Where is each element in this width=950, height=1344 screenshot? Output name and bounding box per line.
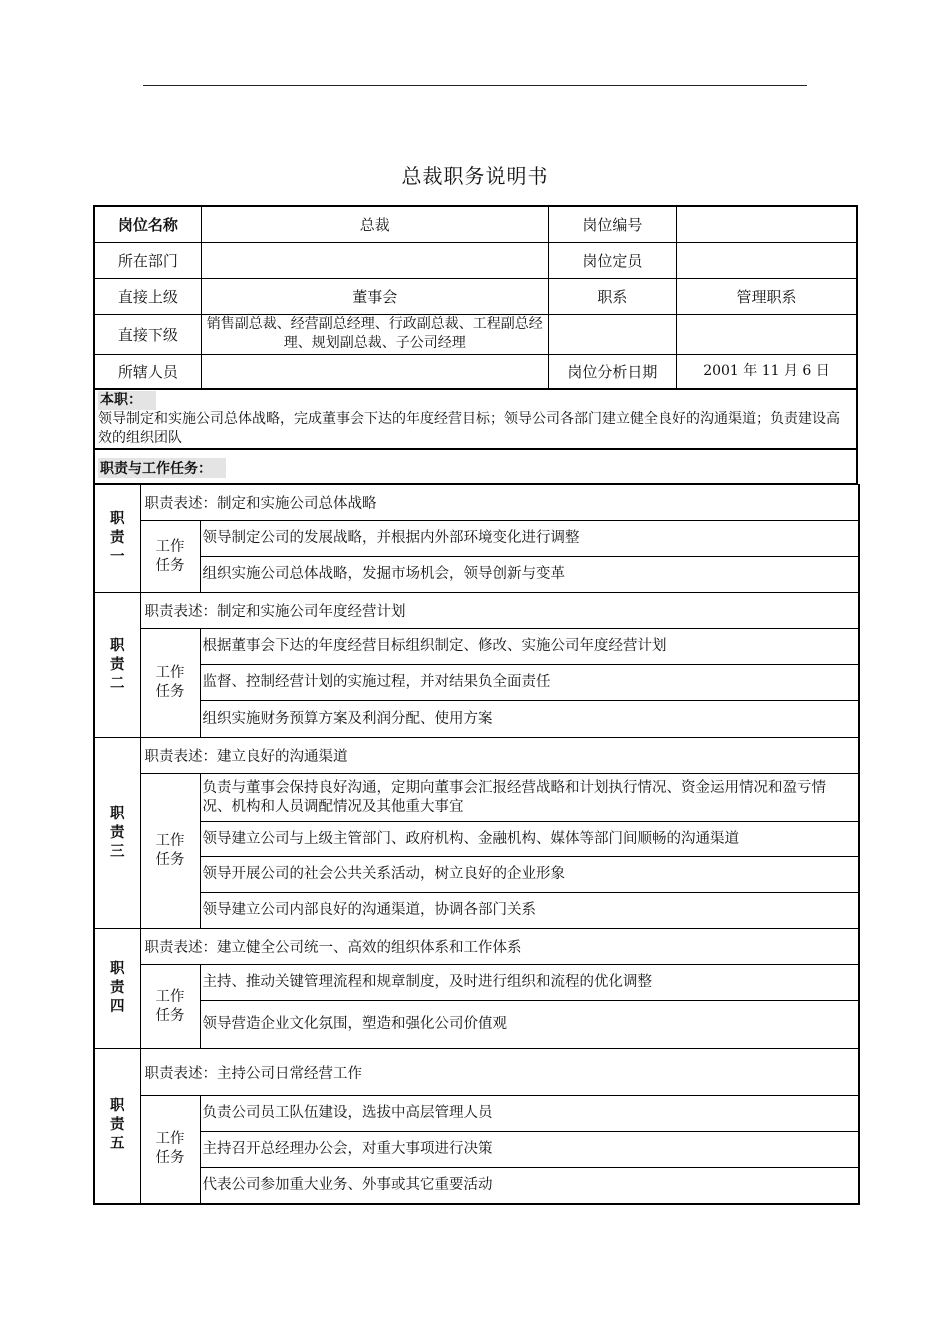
- task-label-line: 任务: [155, 684, 185, 700]
- duties-table: [93, 484, 860, 1205]
- duty-label-char: 职: [110, 805, 125, 822]
- duty-description: 职责表述：制定和实施公司年度经营计划: [140, 593, 859, 629]
- task-row: [94, 1096, 859, 1132]
- empty-cell: [548, 314, 676, 354]
- task-label: [140, 629, 200, 738]
- staff-value: [201, 354, 548, 389]
- duty-description: 职责表述：主持公司日常经营工作: [140, 1049, 859, 1096]
- duty-description-row: [94, 485, 859, 521]
- duty-description: 职责表述：制定和实施公司总体战略: [140, 485, 859, 521]
- task-label-line: 工作: [155, 665, 185, 681]
- task-item: 领导制定公司的发展战略，并根据内外部环境变化进行调整: [200, 521, 859, 557]
- task-row: [94, 965, 859, 1001]
- page-title: 总裁职务说明书: [401, 164, 549, 188]
- task-item: 负责公司员工队伍建设，选拔中高层管理人员: [200, 1096, 859, 1132]
- duty-description: 职责表述：建立良好的沟通渠道: [140, 738, 859, 774]
- table-row: [94, 354, 857, 389]
- table-row: [94, 206, 857, 242]
- duty-label: [94, 593, 140, 738]
- position-info-table: [93, 205, 858, 390]
- task-row: [94, 557, 859, 593]
- duties-section-header: [93, 449, 858, 485]
- duties-heading: 职责与工作任务：: [98, 458, 226, 478]
- duty-label-char: 职: [110, 1098, 125, 1115]
- task-row: [94, 629, 859, 665]
- task-label-line: 工作: [155, 538, 185, 555]
- task-item: 代表公司参加重大业务、外事或其它重要活动: [200, 1168, 859, 1204]
- duty-label-char: 责: [110, 824, 125, 841]
- summary-text: 领导制定和实施公司总体战略，完成董事会下达的年度经营目标；领导公司各部门建立健全良好的沟通渠道；负责建设高效的组织团队: [98, 411, 840, 446]
- duty-label-char: 五: [110, 1136, 125, 1153]
- headcount-value: [677, 242, 858, 278]
- analysis-date-value: 2001 年 11 月 6 日: [677, 354, 858, 389]
- duty-label: [94, 929, 140, 1049]
- task-label-line: 任务: [155, 1150, 185, 1167]
- duty-label-char: 责: [110, 530, 125, 546]
- duty-label-char: 职: [110, 511, 125, 527]
- duty-label-char: 职: [110, 637, 125, 654]
- task-item: 主持、推动关键管理流程和规章制度，及时进行组织和流程的优化调整: [200, 965, 859, 1001]
- position-code-label: 岗位编号: [548, 206, 676, 242]
- task-row: [94, 701, 859, 738]
- empty-cell: [677, 314, 858, 354]
- duty-label-char: 三: [110, 843, 125, 860]
- duty-label-char: 责: [110, 656, 125, 673]
- table-row: [94, 278, 857, 314]
- task-label-line: 工作: [155, 833, 185, 849]
- task-item: 领导建立公司内部良好的沟通渠道，协调各部门关系: [200, 893, 859, 929]
- duty-label-char: 责: [110, 1117, 125, 1134]
- task-item: 监督、控制经营计划的实施过程，并对结果负全面责任: [200, 665, 859, 701]
- table-row: [94, 242, 857, 278]
- task-item: 领导开展公司的社会公共关系活动，树立良好的企业形象: [200, 857, 859, 893]
- analysis-date-label: 岗位分析日期: [548, 354, 676, 389]
- department-value: [201, 242, 548, 278]
- duty-description-row: [94, 1049, 859, 1096]
- staff-label: 所辖人员: [94, 354, 201, 389]
- duty-description-row: [94, 593, 859, 629]
- header-rule: [143, 85, 807, 86]
- duty-label-char: 一: [110, 549, 125, 565]
- task-label: [140, 965, 200, 1049]
- task-item: 领导建立公司与上级主管部门、政府机构、金融机构、媒体等部门间顺畅的沟通渠道: [200, 822, 859, 857]
- task-row: [94, 893, 859, 929]
- task-label: [140, 521, 200, 593]
- task-label: [140, 1096, 200, 1204]
- task-label: [140, 774, 200, 929]
- task-label-line: 任务: [155, 1007, 185, 1024]
- task-label-line: 工作: [155, 1131, 185, 1148]
- table-row: [94, 314, 857, 354]
- superior-value: 董事会: [201, 278, 548, 314]
- task-item: 根据董事会下达的年度经营目标组织制定、修改、实施公司年度经营计划: [200, 629, 859, 665]
- duty-description-row: [94, 738, 859, 774]
- duty-label-char: 职: [110, 961, 125, 977]
- task-row: [94, 1168, 859, 1204]
- position-name-label: 岗位名称: [94, 206, 201, 242]
- task-item: 主持召开总经理办公会，对重大事项进行决策: [200, 1132, 859, 1168]
- superior-label: 直接上级: [94, 278, 201, 314]
- task-row: [94, 857, 859, 893]
- job-family-value: 管理职系: [677, 278, 858, 314]
- duty-label: [94, 738, 140, 929]
- duty-label-char: 四: [110, 999, 125, 1015]
- task-label-line: 工作: [155, 988, 185, 1005]
- task-label-line: 任务: [155, 852, 185, 868]
- task-row: [94, 1132, 859, 1168]
- task-row: [94, 521, 859, 557]
- department-label: 所在部门: [94, 242, 201, 278]
- position-name-value: 总裁: [201, 206, 548, 242]
- task-item: 负责与董事会保持良好沟通，定期向董事会汇报经营战略和计划执行情况、资金运用情况和盈亏情况、机构和人员调配情况及其他重大事宜: [200, 774, 859, 822]
- task-row: [94, 774, 859, 822]
- summary-heading: 本职：: [98, 391, 156, 410]
- task-item: 组织实施公司总体战略，发掘市场机会，领导创新与变革: [200, 557, 859, 593]
- headcount-label: 岗位定员: [548, 242, 676, 278]
- duty-label: [94, 1049, 140, 1204]
- subordinates-label: 直接下级: [94, 314, 201, 354]
- duty-label-char: 责: [110, 980, 125, 996]
- task-row: [94, 822, 859, 857]
- duty-description-row: [94, 929, 859, 965]
- task-item: 组织实施财务预算方案及利润分配、使用方案: [200, 701, 859, 738]
- task-item: 领导营造企业文化氛围，塑造和强化公司价值观: [200, 1001, 859, 1049]
- task-row: [94, 665, 859, 701]
- job-family-label: 职系: [548, 278, 676, 314]
- task-row: [94, 1001, 859, 1049]
- task-label-line: 任务: [155, 557, 185, 574]
- duty-label: [94, 485, 140, 593]
- subordinates-value: 销售副总裁、经营副总经理、行政副总裁、工程副总经理、规划副总裁、子公司经理: [201, 314, 548, 354]
- job-summary-section: [93, 388, 858, 450]
- position-code-value: [677, 206, 858, 242]
- duty-description: 职责表述：建立健全公司统一、高效的组织体系和工作体系: [140, 929, 859, 965]
- duty-label-char: 二: [110, 675, 125, 692]
